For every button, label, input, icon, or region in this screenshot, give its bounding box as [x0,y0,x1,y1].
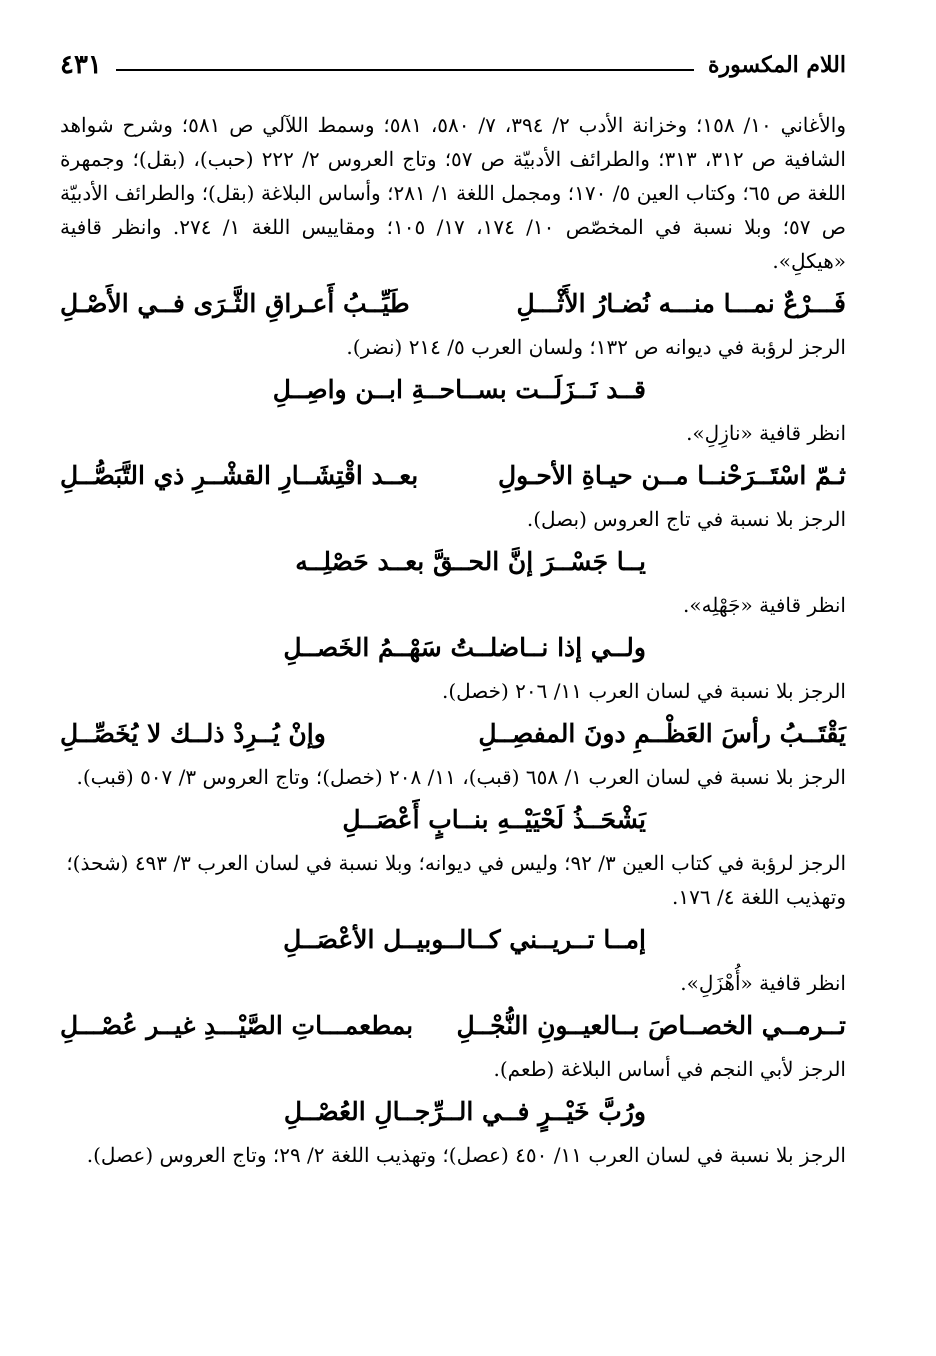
intro-paragraph: والأغاني ١٠/ ١٥٨؛ وخزانة الأدب ٢/ ٣٩٤، ٧/ ٥٨٠، ٥٨١؛ وسمط اللآلي ص ٥٨١؛ وشرح شواهد الشافية ص ٣١٢، ٣١٣؛ والطرائف الأدبيّة ص ٥٧؛ وتاج العروس ٢/ ٢٢٢ (حبب)، (بقل)؛ وجمهرة اللغة ص ٦٥؛ وكتاب العين ٥/ ١٧٠؛ ومجمل اللغة ١/ ٢٨١؛ وأساس البلاغة (بقل)؛ والطرائف الأدبيّة ص ٥٧؛ وبلا نسبة في المخصّص ١٠/ ١٧٤، ١٧/ ١٠٥؛ ومقاييس اللغة ١/ ٢٧٤. وانظر قافية «هيكلِ». [60,113,846,273]
verse-single-line: إمــا تــريــني كــالــوبيــل الأعْصَــلِ [283,925,646,954]
verse-second-hemistich: وإنْ يُــرِدْ ذلــك لا يُخَصِّــلِ [60,719,326,748]
verse-single-line: يَشْحَــذُ لَحْيَيْــهِ بنــابٍ أَعْصَــلِ [342,805,646,834]
verse-first-hemistich: تــرمــي الخصــاصَ بــالعيــونِ النُّجْــلِ [456,1011,846,1040]
verse-first-hemistich: ثـمّ اسْتَــرَحْنــا مــن حيـاةِ الأحـولِ [497,461,846,490]
citation-note: الرجز بلا نسبة في لسان العرب ١١/ ٤٥٠ (عصل)؛ وتهذيب اللغة ٢/ ٢٩؛ وتاج العروس (عصل). [86,1143,846,1167]
page-number: ٤٣١ [60,50,102,80]
header-rule [116,69,694,71]
verse-first-hemistich: يَقْتَــبُ رأسَ العَظْــمِ دونَ المفصِــلِ [478,719,846,748]
verse-single-line: ولــي إذا نــاضلــتُ سَهْــمُ الخَصــلِ [283,633,646,662]
verse-first-hemistich: فَـــرْعٌ نمـــا منـــه نُضـارُ الأَثْـــلِ [516,289,846,318]
verse-couplet [60,450,846,502]
citation-note: انظر قافية «جَهْلِه». [682,593,846,617]
citation-note: الرجز لرؤبة في كتاب العين ٣/ ٩٢؛ وليس في ديوانه؛ وبلا نسبة في لسان العرب ٣/ ٤٩٣ (شحذ)؛ وتهذيب اللغة ٤/ ١٧٦. [66,851,846,909]
verse-couplet [60,278,846,330]
verse-second-hemistich: بمطعمـــاتِ الصَّيْـــدِ غيــر عُصْـــلِ [60,1011,414,1040]
page-header [60,40,846,90]
verse-couplet [60,708,846,760]
citation-note: الرجز لرؤبة في ديوانه ص ١٣٢؛ ولسان العرب ٥/ ٢١٤ (نضر). [346,335,846,359]
verse-single-line: يــا جَسْــرَ إنَّ الحــقَّ بعــد حَصْلِــه [295,547,646,576]
page-body [60,108,846,1172]
running-title: اللام المكسورة [707,52,846,78]
citation-note: الرجز بلا نسبة في لسان العرب ١١/ ٢٠٦ (خصل). [441,679,846,703]
verse-single-line: قــد نَــزَلَــت بســاحــةِ ابــن واصِــلِ [272,375,646,404]
verse-couplet [60,1000,846,1052]
verse-second-hemistich: بعــد اقْتِشَــارِ القشْــرِ ذي التَّبَصُّــلِ [60,461,419,490]
citation-note: انظر قافية «أُهْزَلِ». [680,971,846,995]
citation-note: الرجز بلا نسبة في لسان العرب ١/ ٦٥٨ (قبب)، ١١/ ٢٠٨ (خصل)؛ وتاج العروس ٣/ ٥٠٧ (قبب). [76,765,846,789]
verse-single-line: ورُبَّ خَيْــرٍ فــي الــرِّجــالِ العُصْــلِ [283,1097,646,1126]
citation-note: انظر قافية «نازِلِ». [686,421,846,445]
citation-note: الرجز بلا نسبة في تاج العروس (بصل). [526,507,846,531]
citation-note: الرجز لأبي النجم في أساس البلاغة (طعم). [493,1057,846,1081]
verse-second-hemistich: طَيِّــبُ أَعـراقِ الثَّـرَى فــي الأَصْـلِ [60,289,410,318]
